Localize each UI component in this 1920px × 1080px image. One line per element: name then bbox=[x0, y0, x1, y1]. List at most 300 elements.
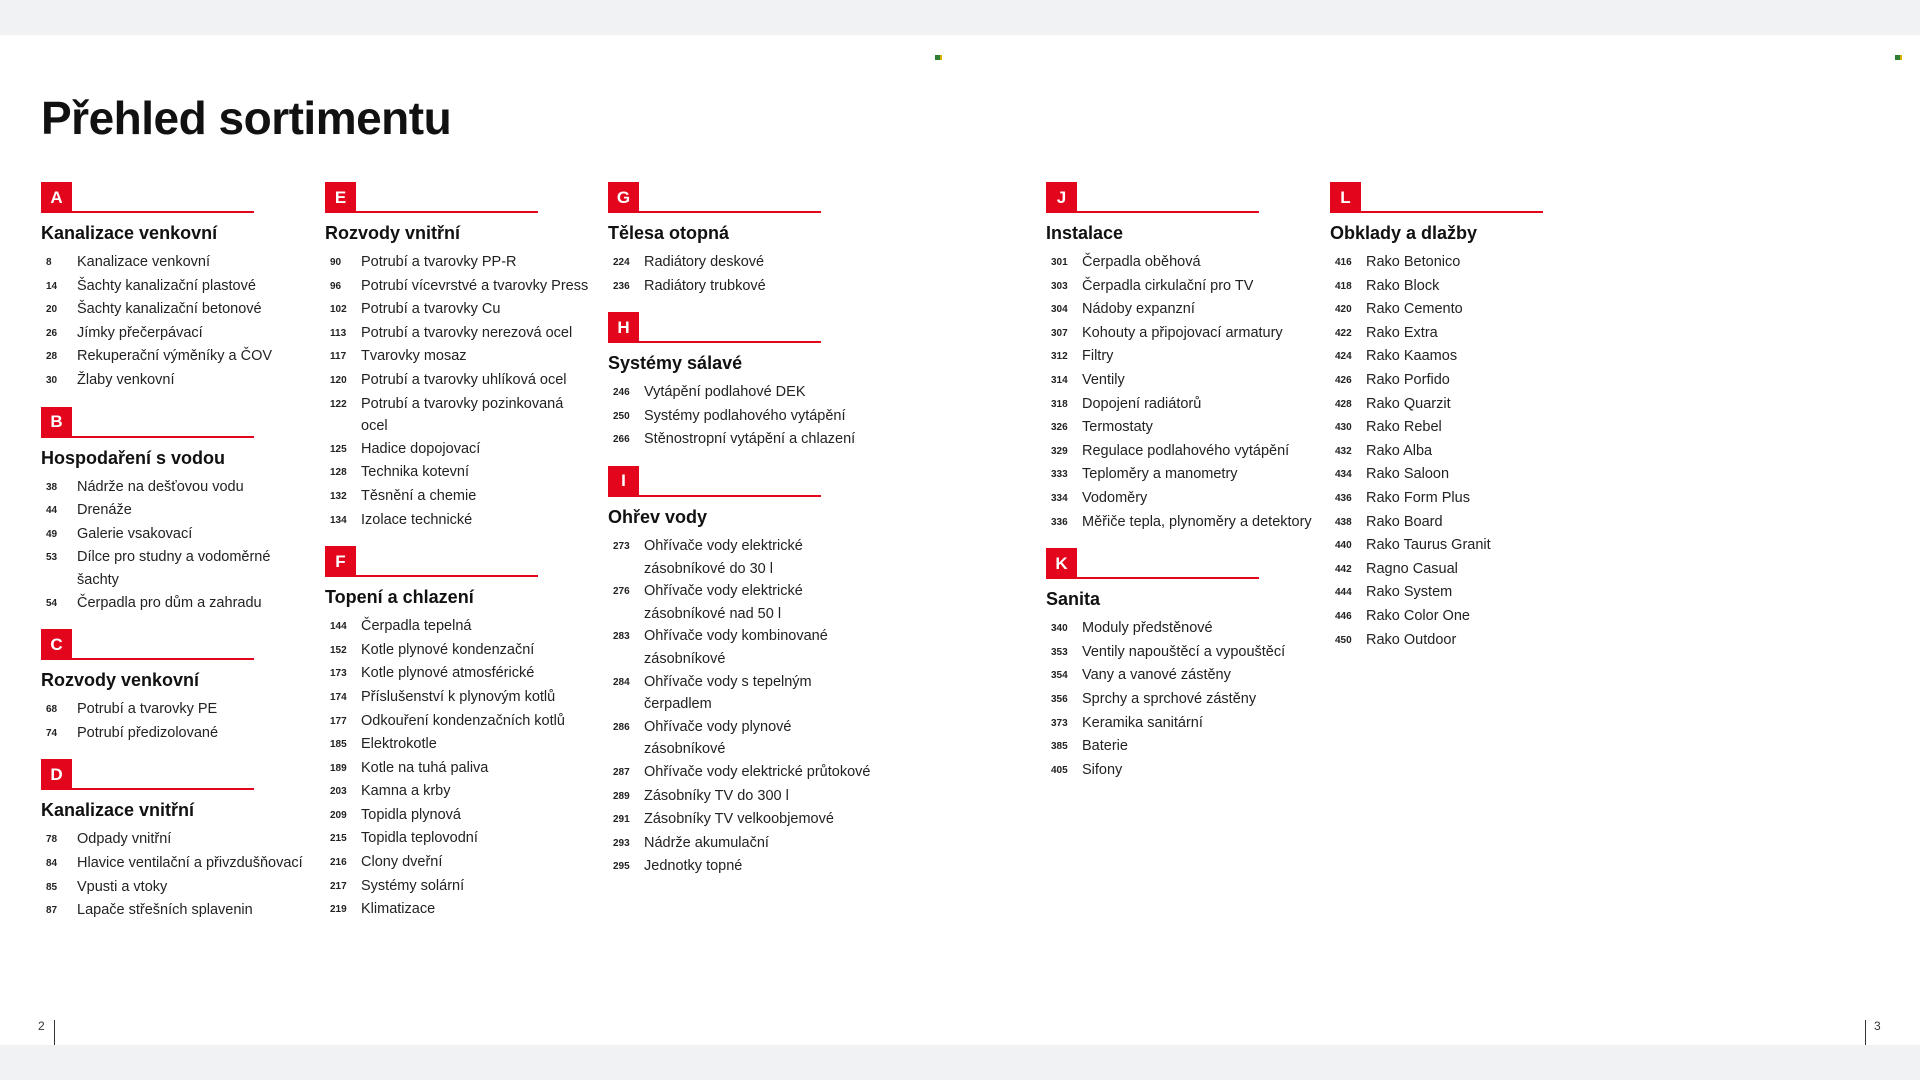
item-label: Vytápění podlahové DEK bbox=[644, 384, 806, 401]
list-item bbox=[41, 523, 311, 547]
item-label: Lapače střešních splavenin bbox=[77, 902, 253, 919]
item-page-number: 125 bbox=[330, 443, 347, 455]
item-page-number: 203 bbox=[330, 786, 347, 798]
section-header bbox=[41, 407, 311, 438]
item-page-number: 44 bbox=[46, 505, 58, 517]
item-page-number: 26 bbox=[46, 327, 58, 339]
item-page-number: 273 bbox=[613, 540, 630, 552]
section-title: Hospodaření s vodou bbox=[41, 447, 226, 468]
list-item bbox=[1330, 416, 1600, 440]
item-label: Zásobníky TV do 300 l bbox=[644, 787, 789, 804]
item-label: Ohřívače vody plynové zásobníkové bbox=[644, 718, 792, 758]
list-item bbox=[325, 393, 595, 438]
list-item bbox=[1046, 511, 1316, 535]
item-page-number: 20 bbox=[46, 304, 58, 316]
section-rule bbox=[1077, 211, 1259, 213]
item-page-number: 38 bbox=[46, 481, 58, 493]
list-item bbox=[1046, 617, 1316, 641]
list-item bbox=[1046, 251, 1316, 275]
section-rule bbox=[639, 495, 821, 497]
list-item bbox=[325, 615, 595, 639]
list-item bbox=[1046, 298, 1316, 322]
item-page-number: 74 bbox=[46, 727, 58, 739]
item-label: Ohřívače vody s tepelným čerpadlem bbox=[644, 673, 812, 713]
item-label: Rako Kaamos bbox=[1366, 348, 1458, 365]
list-item bbox=[41, 322, 311, 346]
item-page-number: 54 bbox=[46, 597, 58, 609]
section-item-list bbox=[41, 476, 311, 616]
item-label: Systémy solární bbox=[361, 877, 465, 894]
item-label: Keramika sanitární bbox=[1082, 714, 1203, 731]
item-label: Šachty kanalizační betonové bbox=[77, 301, 262, 318]
list-item bbox=[608, 716, 878, 761]
item-page-number: 216 bbox=[330, 857, 347, 869]
item-label: Clony dveřní bbox=[361, 854, 443, 871]
section-title: Tělesa otopná bbox=[608, 223, 730, 243]
item-label: Odpady vnitřní bbox=[77, 831, 172, 848]
section-header bbox=[325, 182, 595, 213]
item-page-number: 90 bbox=[330, 257, 342, 268]
page-title: Přehled sortimentu bbox=[41, 92, 452, 144]
item-page-number: 68 bbox=[46, 704, 58, 716]
section-letter-badge: F bbox=[325, 546, 356, 577]
item-page-number: 49 bbox=[46, 528, 58, 540]
item-label: Kotle plynové atmosférické bbox=[361, 665, 535, 682]
item-label: Hadice dopojovací bbox=[361, 440, 481, 457]
list-item bbox=[608, 275, 878, 299]
item-page-number: 120 bbox=[330, 374, 347, 386]
section-item-list bbox=[41, 828, 311, 922]
section-a bbox=[41, 182, 311, 393]
section-letter-badge: E bbox=[325, 182, 356, 213]
item-page-number: 336 bbox=[1051, 516, 1068, 528]
section-letter-badge: I bbox=[608, 466, 639, 497]
section-letter-badge: J bbox=[1046, 182, 1077, 213]
list-item bbox=[608, 671, 878, 716]
item-label: Měřiče tepla, plynoměry a detektory bbox=[1082, 513, 1312, 530]
item-label: Rako Alba bbox=[1366, 442, 1433, 459]
section-letter-badge: G bbox=[608, 182, 639, 213]
section-title: Systémy sálavé bbox=[608, 353, 743, 374]
item-label: Rako Extra bbox=[1366, 324, 1438, 341]
page-number-left: 2 bbox=[38, 1019, 45, 1033]
item-page-number: 8 bbox=[46, 257, 52, 268]
item-page-number: 329 bbox=[1051, 445, 1068, 457]
item-page-number: 303 bbox=[1051, 280, 1068, 292]
section-g bbox=[608, 182, 878, 298]
item-label: Čerpadla pro dům a zahradu bbox=[77, 594, 262, 611]
list-item bbox=[325, 757, 595, 781]
item-label: Radiátory trubkové bbox=[644, 277, 766, 294]
item-page-number: 326 bbox=[1051, 422, 1068, 434]
list-item bbox=[325, 851, 595, 875]
item-label: Rako Outdoor bbox=[1366, 631, 1457, 648]
item-label: Sprchy a sprchové zástěny bbox=[1082, 690, 1257, 707]
section-title: Rozvody venkovní bbox=[41, 670, 200, 691]
registration-mark bbox=[935, 55, 942, 60]
list-item bbox=[1330, 558, 1600, 582]
section-j bbox=[1046, 182, 1316, 534]
item-label: Kotle na tuhá paliva bbox=[361, 759, 489, 776]
item-page-number: 30 bbox=[46, 374, 58, 386]
item-page-number: 291 bbox=[613, 814, 630, 826]
item-label: Systémy podlahového vytápění bbox=[644, 407, 846, 424]
page-divider-left bbox=[54, 1020, 55, 1045]
item-page-number: 283 bbox=[613, 631, 630, 643]
item-page-number: 442 bbox=[1335, 563, 1352, 575]
item-label: Kamna a krby bbox=[361, 783, 451, 800]
list-item bbox=[41, 876, 311, 900]
list-item bbox=[325, 875, 595, 899]
list-item bbox=[1330, 251, 1600, 275]
item-label: Potrubí a tvarovky PP-R bbox=[361, 254, 517, 270]
item-page-number: 446 bbox=[1335, 610, 1352, 622]
item-label: Rako Rebel bbox=[1366, 419, 1442, 436]
list-item bbox=[325, 662, 595, 686]
item-page-number: 122 bbox=[330, 398, 347, 410]
section-letter-badge: D bbox=[41, 759, 72, 790]
item-page-number: 78 bbox=[46, 834, 58, 846]
item-label: Rako Cemento bbox=[1366, 301, 1463, 318]
catalog-column bbox=[608, 182, 878, 893]
list-item bbox=[1330, 487, 1600, 511]
item-label: Zásobníky TV velkoobjemové bbox=[644, 811, 834, 828]
section-letter-badge: H bbox=[608, 312, 639, 343]
list-item bbox=[41, 476, 311, 500]
item-page-number: 219 bbox=[330, 904, 347, 916]
list-item bbox=[41, 369, 311, 393]
item-page-number: 28 bbox=[46, 351, 58, 363]
item-label: Izolace technické bbox=[361, 511, 473, 528]
list-item bbox=[608, 625, 878, 670]
item-page-number: 266 bbox=[613, 434, 630, 446]
list-item bbox=[1330, 345, 1600, 369]
section-i bbox=[608, 466, 878, 879]
item-label: Moduly předstěnové bbox=[1082, 620, 1213, 637]
item-label: Regulace podlahového vytápění bbox=[1082, 442, 1290, 459]
catalog-column bbox=[1330, 182, 1600, 666]
item-page-number: 432 bbox=[1335, 445, 1352, 457]
section-rule bbox=[639, 211, 821, 213]
section-title: Sanita bbox=[1046, 589, 1101, 610]
list-item bbox=[1330, 393, 1600, 417]
list-item bbox=[325, 369, 595, 393]
list-item bbox=[1330, 275, 1600, 299]
item-page-number: 314 bbox=[1051, 374, 1068, 386]
item-page-number: 117 bbox=[330, 351, 347, 363]
section-b bbox=[41, 407, 311, 616]
item-page-number: 134 bbox=[330, 514, 347, 526]
item-page-number: 430 bbox=[1335, 422, 1352, 434]
section-l bbox=[1330, 182, 1600, 652]
section-header bbox=[1046, 548, 1316, 579]
list-item bbox=[608, 381, 878, 405]
item-page-number: 307 bbox=[1051, 327, 1068, 339]
item-label: Rako Saloon bbox=[1366, 466, 1450, 483]
item-label: Ragno Casual bbox=[1366, 560, 1458, 577]
section-item-list bbox=[608, 535, 878, 879]
item-page-number: 215 bbox=[330, 833, 347, 845]
list-item bbox=[325, 509, 595, 533]
list-item bbox=[41, 298, 311, 322]
list-item bbox=[1046, 322, 1316, 346]
item-label: Topidla teplovodní bbox=[361, 830, 478, 847]
item-page-number: 87 bbox=[46, 905, 58, 917]
section-title: Kanalizace vnitřní bbox=[41, 800, 195, 821]
section-rule bbox=[72, 211, 254, 213]
item-page-number: 284 bbox=[613, 676, 630, 688]
item-page-number: 53 bbox=[46, 552, 58, 564]
section-letter-badge: B bbox=[41, 407, 72, 438]
item-label: Jímky přečerpávací bbox=[77, 324, 203, 341]
item-page-number: 424 bbox=[1335, 351, 1352, 363]
item-label: Kanalizace venkovní bbox=[77, 254, 210, 270]
item-label: Rako Board bbox=[1366, 513, 1443, 530]
list-item bbox=[325, 898, 595, 922]
item-page-number: 295 bbox=[613, 861, 630, 873]
item-label: Jednotky topné bbox=[644, 858, 743, 875]
list-item bbox=[325, 251, 595, 275]
item-page-number: 85 bbox=[46, 881, 58, 893]
document-page bbox=[0, 35, 1920, 1045]
section-rule bbox=[72, 658, 254, 660]
item-label: Ohřívače vody elektrické zásobníkové nad 50 l bbox=[644, 583, 803, 622]
list-item bbox=[608, 535, 878, 580]
item-label: Rako Betonico bbox=[1366, 254, 1461, 270]
section-header bbox=[608, 312, 878, 343]
list-item bbox=[608, 405, 878, 429]
list-item bbox=[325, 275, 595, 299]
item-label: Tvarovky mosaz bbox=[361, 348, 467, 365]
item-page-number: 438 bbox=[1335, 516, 1352, 528]
item-label: Potrubí předizolované bbox=[77, 724, 219, 741]
item-page-number: 209 bbox=[330, 809, 347, 821]
item-page-number: 132 bbox=[330, 490, 347, 502]
item-label: Elektrokotle bbox=[361, 736, 437, 753]
list-item bbox=[1046, 487, 1316, 511]
page-number-right: 3 bbox=[1874, 1019, 1881, 1033]
item-label: Dopojení radiátorů bbox=[1082, 395, 1202, 412]
item-label: Rako Color One bbox=[1366, 607, 1470, 624]
item-page-number: 14 bbox=[46, 280, 58, 292]
item-label: Vodoměry bbox=[1082, 489, 1148, 506]
item-label: Čerpadla tepelná bbox=[361, 618, 472, 635]
item-page-number: 422 bbox=[1335, 327, 1352, 339]
list-item bbox=[41, 345, 311, 369]
list-item bbox=[608, 785, 878, 809]
item-label: Vany a vanové zástěny bbox=[1082, 667, 1231, 684]
item-label: Rako Quarzit bbox=[1366, 395, 1451, 412]
list-item bbox=[325, 780, 595, 804]
list-item bbox=[608, 855, 878, 879]
section-item-list bbox=[325, 615, 595, 922]
section-header bbox=[608, 466, 878, 497]
item-page-number: 304 bbox=[1051, 304, 1068, 316]
item-page-number: 185 bbox=[330, 739, 347, 751]
item-page-number: 286 bbox=[613, 721, 630, 733]
section-title: Kanalizace venkovní bbox=[41, 223, 218, 243]
list-item bbox=[325, 804, 595, 828]
item-page-number: 293 bbox=[613, 837, 630, 849]
item-label: Rako Porfido bbox=[1366, 371, 1450, 388]
section-header bbox=[41, 759, 311, 790]
item-page-number: 128 bbox=[330, 467, 347, 479]
list-item bbox=[41, 698, 311, 722]
item-page-number: 246 bbox=[613, 387, 630, 399]
item-page-number: 373 bbox=[1051, 717, 1068, 729]
list-item bbox=[325, 322, 595, 346]
list-item bbox=[325, 345, 595, 369]
section-rule bbox=[72, 788, 254, 790]
list-item bbox=[41, 251, 311, 275]
item-label: Potrubí a tvarovky PE bbox=[77, 701, 218, 718]
item-label: Ohřívače vody kombinované zásobníkové bbox=[644, 628, 828, 667]
item-label: Klimatizace bbox=[361, 901, 436, 918]
item-page-number: 318 bbox=[1051, 398, 1068, 410]
item-page-number: 340 bbox=[1051, 623, 1068, 635]
item-label: Čerpadla oběhová bbox=[1082, 254, 1201, 270]
item-page-number: 440 bbox=[1335, 540, 1352, 552]
list-item bbox=[608, 251, 878, 275]
section-rule bbox=[639, 341, 821, 343]
item-label: Nádrže na dešťovou vodu bbox=[77, 478, 244, 495]
item-label: Potrubí a tvarovky pozinkovaná ocel bbox=[361, 395, 564, 435]
section-k bbox=[1046, 548, 1316, 782]
section-item-list bbox=[41, 698, 311, 745]
item-page-number: 189 bbox=[330, 762, 347, 774]
list-item bbox=[1046, 664, 1316, 688]
section-rule bbox=[72, 436, 254, 438]
section-item-list bbox=[608, 381, 878, 452]
section-header bbox=[325, 546, 595, 577]
section-header bbox=[608, 182, 878, 213]
list-item bbox=[1046, 440, 1316, 464]
item-page-number: 334 bbox=[1051, 492, 1068, 504]
section-header bbox=[1046, 182, 1316, 213]
registration-mark bbox=[1895, 55, 1902, 60]
item-page-number: 434 bbox=[1335, 469, 1352, 481]
section-title: Topení a chlazení bbox=[325, 587, 474, 608]
item-page-number: 333 bbox=[1051, 469, 1068, 481]
item-page-number: 444 bbox=[1335, 587, 1352, 599]
section-item-list bbox=[1046, 251, 1316, 534]
item-page-number: 96 bbox=[330, 280, 342, 292]
item-label: Topidla plynová bbox=[361, 806, 461, 823]
item-label: Žlaby venkovní bbox=[77, 371, 175, 388]
item-label: Radiátory deskové bbox=[644, 254, 765, 270]
list-item bbox=[41, 852, 311, 876]
item-page-number: 177 bbox=[330, 715, 347, 727]
section-item-list bbox=[608, 251, 878, 298]
section-title: Rozvody vnitřní bbox=[325, 223, 461, 243]
item-label: Drenáže bbox=[77, 502, 132, 519]
item-label: Filtry bbox=[1082, 348, 1114, 365]
item-label: Potrubí a tvarovky nerezová ocel bbox=[361, 324, 573, 341]
item-label: Technika kotevní bbox=[361, 464, 470, 481]
list-item bbox=[41, 828, 311, 852]
section-d bbox=[41, 759, 311, 922]
item-page-number: 113 bbox=[330, 327, 347, 339]
section-item-list bbox=[41, 251, 311, 393]
list-item bbox=[325, 639, 595, 663]
section-item-list bbox=[1330, 251, 1600, 652]
list-item bbox=[608, 580, 878, 625]
item-label: Rako System bbox=[1366, 584, 1453, 601]
item-label: Příslušenství k plynovým kotlů bbox=[361, 688, 556, 705]
list-item bbox=[325, 733, 595, 757]
section-item-list bbox=[1046, 617, 1316, 782]
item-page-number: 301 bbox=[1051, 257, 1068, 268]
item-label: Galerie vsakovací bbox=[77, 525, 193, 542]
list-item bbox=[1046, 369, 1316, 393]
catalog-column bbox=[41, 182, 311, 937]
item-page-number: 174 bbox=[330, 691, 347, 703]
item-page-number: 289 bbox=[613, 790, 630, 802]
item-label: Ventily napouštěcí a vypouštěcí bbox=[1082, 643, 1286, 660]
section-item-list bbox=[325, 251, 595, 532]
item-page-number: 353 bbox=[1051, 646, 1068, 658]
catalog-column bbox=[1046, 182, 1316, 796]
list-item bbox=[1330, 369, 1600, 393]
item-label: Kotle plynové kondenzační bbox=[361, 641, 535, 658]
item-page-number: 450 bbox=[1335, 634, 1352, 646]
item-page-number: 356 bbox=[1051, 693, 1068, 705]
section-e bbox=[325, 182, 595, 532]
item-label: Rako Taurus Granit bbox=[1366, 537, 1491, 554]
item-label: Těsnění a chemie bbox=[361, 487, 477, 504]
item-page-number: 224 bbox=[613, 257, 630, 268]
item-label: Stěnostropní vytápění a chlazení bbox=[644, 431, 856, 448]
list-item bbox=[41, 546, 311, 591]
item-label: Nádoby expanzní bbox=[1082, 301, 1195, 318]
list-item bbox=[41, 722, 311, 746]
list-item bbox=[608, 808, 878, 832]
item-page-number: 217 bbox=[330, 880, 347, 892]
list-item bbox=[1046, 463, 1316, 487]
item-label: Ohřívače vody elektrické zásobníkové do 30 l bbox=[644, 537, 803, 577]
item-page-number: 420 bbox=[1335, 304, 1352, 316]
item-label: Potrubí a tvarovky Cu bbox=[361, 301, 501, 318]
section-title: Instalace bbox=[1046, 223, 1124, 243]
item-label: Odkouření kondenzačních kotlů bbox=[361, 712, 565, 729]
item-page-number: 173 bbox=[330, 668, 347, 680]
list-item bbox=[1330, 463, 1600, 487]
section-rule bbox=[356, 211, 538, 213]
list-item bbox=[1330, 511, 1600, 535]
list-item bbox=[1046, 688, 1316, 712]
section-header bbox=[1330, 182, 1600, 213]
section-header bbox=[41, 182, 311, 213]
item-page-number: 436 bbox=[1335, 492, 1352, 504]
list-item bbox=[325, 827, 595, 851]
list-item bbox=[1330, 605, 1600, 629]
item-label: Vpusti a vtoky bbox=[77, 878, 168, 895]
list-item bbox=[41, 592, 311, 616]
section-letter-badge: C bbox=[41, 629, 72, 660]
item-label: Šachty kanalizační plastové bbox=[77, 277, 256, 294]
item-page-number: 84 bbox=[46, 857, 58, 869]
list-item bbox=[41, 275, 311, 299]
list-item bbox=[1046, 345, 1316, 369]
list-item bbox=[1330, 298, 1600, 322]
section-letter-badge: K bbox=[1046, 548, 1077, 579]
list-item bbox=[1330, 629, 1600, 653]
item-label: Kohouty a připojovací armatury bbox=[1082, 324, 1283, 341]
section-header bbox=[41, 629, 311, 660]
section-title: Ohřev vody bbox=[608, 506, 708, 527]
list-item bbox=[325, 438, 595, 462]
item-page-number: 312 bbox=[1051, 351, 1068, 363]
